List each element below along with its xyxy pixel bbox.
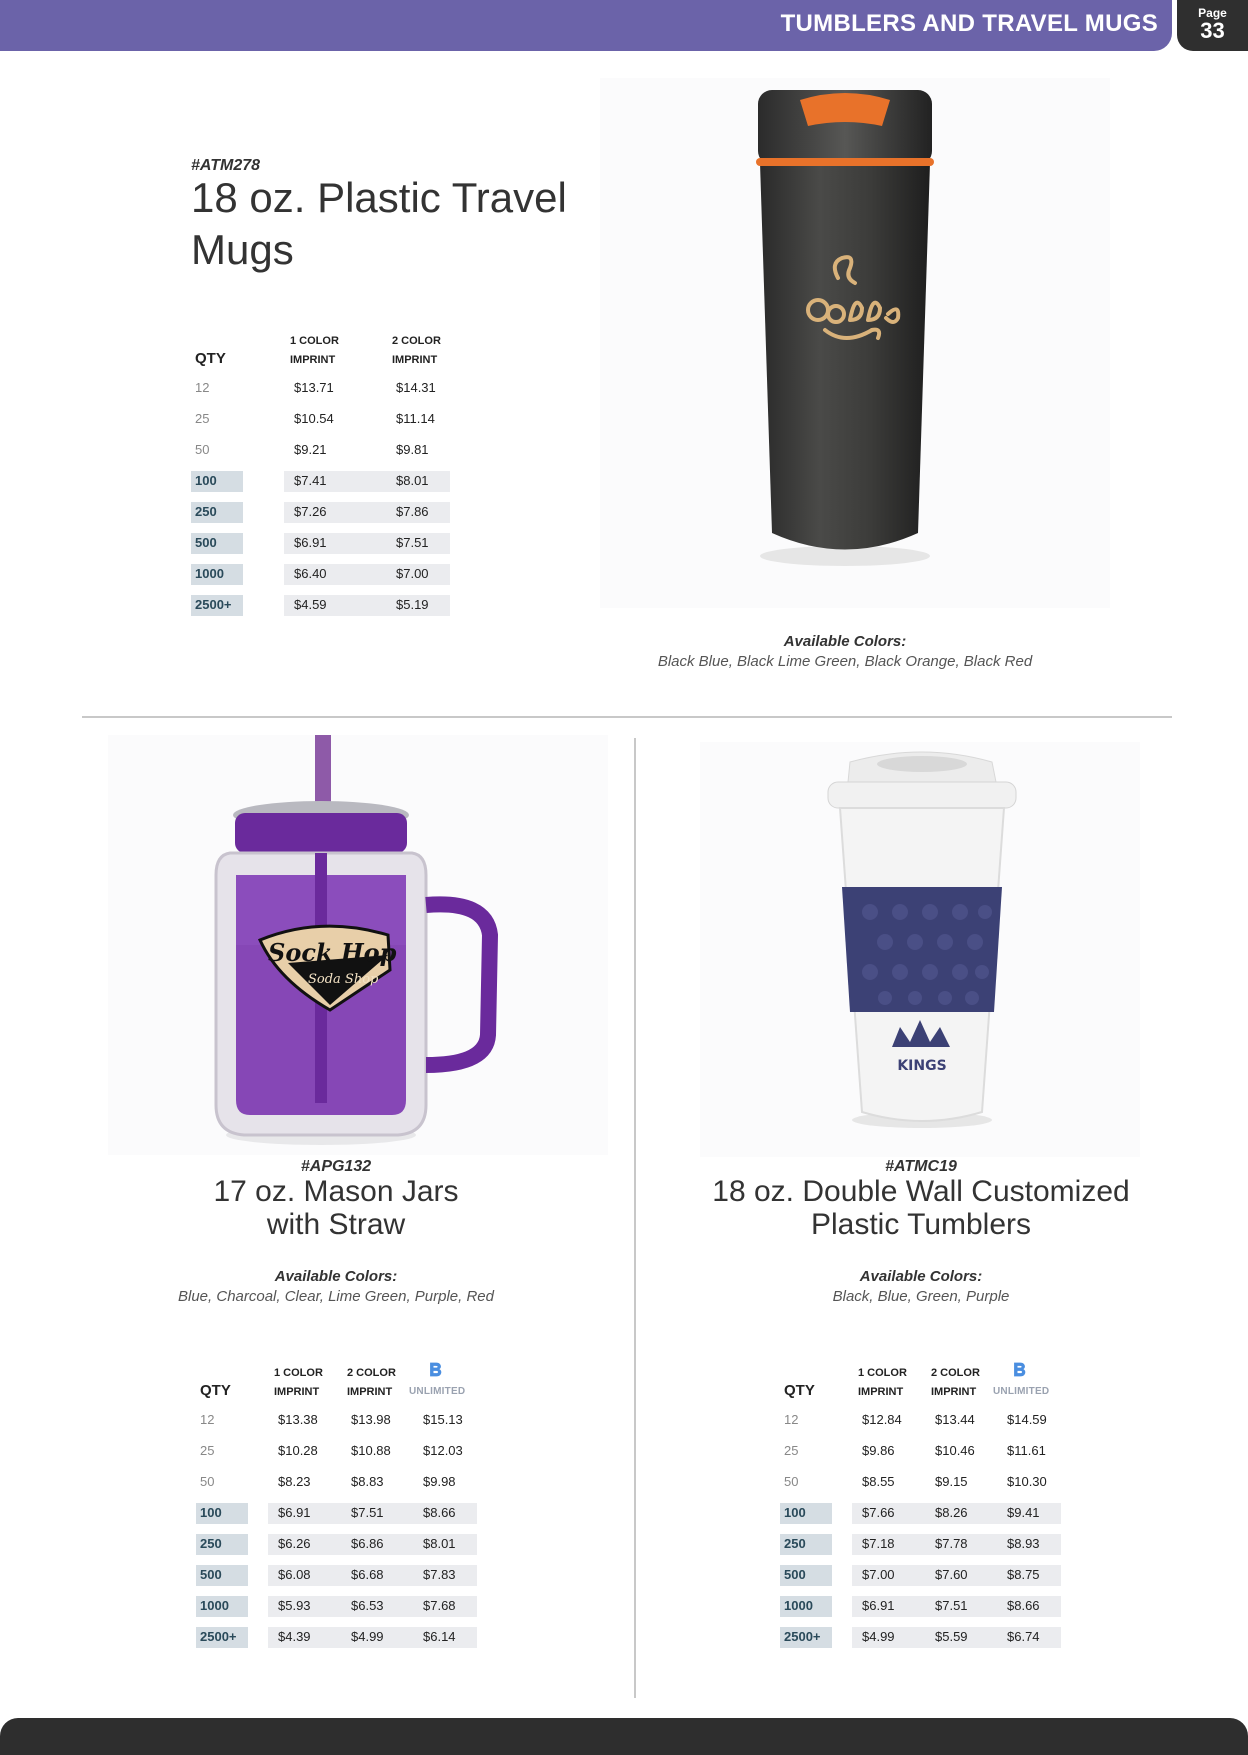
col2-line1: 2 COLOR	[392, 335, 441, 347]
page-number-tab	[1177, 0, 1248, 51]
qty-cell: 2500+	[200, 1629, 237, 1644]
qty-cell: 1000	[784, 1598, 813, 1613]
price-cell: $12.03	[423, 1443, 463, 1458]
qty-cell: 100	[195, 473, 217, 488]
price-cell: $6.91	[278, 1505, 311, 1520]
price-table	[196, 1360, 486, 1654]
product-title-line2: Plastic Tumblers	[810, 1208, 1032, 1241]
price-cell: $10.28	[278, 1443, 318, 1458]
product-title-line2: with Straw	[266, 1208, 406, 1241]
price-cell: $8.75	[1007, 1567, 1040, 1582]
unlimited-logo-icon: 𝐁	[1013, 1360, 1026, 1380]
qty-cell: 50	[200, 1474, 215, 1489]
unlimited-logo-text: UNLIMITED	[993, 1386, 1050, 1397]
footer-bar	[0, 1718, 1248, 1755]
qty-cell: 250	[784, 1536, 806, 1551]
table-row	[196, 1565, 477, 1586]
table-row	[196, 1534, 477, 1555]
price-cell: $8.01	[423, 1536, 456, 1551]
price-cell: $12.84	[862, 1412, 902, 1427]
qty-cell: 25	[784, 1443, 799, 1458]
price-cell: $7.18	[862, 1536, 895, 1551]
col1-line1: 1 COLOR	[274, 1367, 323, 1379]
vertical-divider	[634, 738, 636, 1698]
price-cell: $5.59	[935, 1629, 968, 1644]
price-cell: $8.26	[935, 1505, 968, 1520]
qty-cell: 250	[200, 1536, 222, 1551]
price-cell: $9.15	[935, 1474, 968, 1489]
price-cell: $4.99	[351, 1629, 384, 1644]
price-cell: $9.21	[294, 442, 327, 457]
price-cell: $13.38	[278, 1412, 318, 1427]
price-cell: $6.86	[351, 1536, 384, 1551]
price-cell: $7.86	[396, 504, 429, 519]
table-row	[191, 440, 450, 461]
product-image-tumbler	[700, 742, 1140, 1157]
price-cell: $8.93	[1007, 1536, 1040, 1551]
table-row	[196, 1472, 477, 1493]
product-image-travel-mug	[600, 78, 1110, 608]
table-row	[191, 378, 450, 399]
table-row	[191, 595, 450, 616]
available-colors-list: Blue, Charcoal, Clear, Lime Green, Purple, Red	[178, 1288, 494, 1305]
price-cell: $7.51	[396, 535, 429, 550]
col-header-1-color	[858, 1364, 907, 1402]
col2-line2: IMPRINT	[931, 1386, 977, 1398]
col1-line1: 1 COLOR	[858, 1367, 907, 1379]
price-cell: $8.23	[278, 1474, 311, 1489]
price-cell: $6.14	[423, 1629, 456, 1644]
qty-cell: 50	[195, 442, 210, 457]
unlimited-logo-text: UNLIMITED	[409, 1386, 466, 1397]
price-cell: $8.55	[862, 1474, 895, 1489]
qty-cell: 25	[200, 1443, 215, 1458]
table-row	[780, 1565, 1061, 1586]
price-cell: $8.66	[1007, 1598, 1040, 1613]
price-cell: $11.14	[396, 411, 435, 426]
price-cell: $6.74	[1007, 1629, 1040, 1644]
table-row	[196, 1441, 477, 1462]
qty-cell: 12	[195, 380, 210, 395]
col-header-1-color	[274, 1364, 323, 1402]
price-cell: $14.31	[396, 380, 436, 395]
qty-cell: 12	[784, 1412, 799, 1427]
price-cell: $10.30	[1007, 1474, 1047, 1489]
col-header-1-color	[290, 332, 339, 370]
table-row	[780, 1472, 1061, 1493]
price-cell: $10.46	[935, 1443, 975, 1458]
col-header-2-color	[392, 332, 441, 370]
qty-cell: 250	[195, 504, 217, 519]
price-cell: $9.86	[862, 1443, 895, 1458]
price-cell: $7.83	[423, 1567, 456, 1582]
price-cell: $7.00	[862, 1567, 895, 1582]
price-cell: $6.68	[351, 1567, 384, 1582]
jar-logo-subtext: Soda Shop	[308, 972, 379, 987]
price-cell: $7.51	[935, 1598, 968, 1613]
table-row	[780, 1503, 1061, 1524]
price-cell: $11.61	[1007, 1443, 1046, 1458]
qty-cell: 12	[200, 1412, 215, 1427]
qty-cell: 1000	[195, 566, 224, 581]
table-row	[191, 471, 450, 492]
price-table	[780, 1360, 1070, 1654]
price-cell: $6.91	[294, 535, 327, 550]
mason-jar-illustration	[108, 735, 608, 1155]
col2-line1: 2 COLOR	[931, 1367, 980, 1379]
available-colors-heading: Available Colors:	[859, 1268, 983, 1285]
qty-cell: 500	[200, 1567, 222, 1582]
price-cell: $5.19	[396, 597, 429, 612]
price-cell: $7.41	[294, 473, 327, 488]
available-colors-list: Black Blue, Black Lime Green, Black Orange, Black Red	[657, 653, 1033, 670]
price-cell: $4.59	[294, 597, 327, 612]
price-cell: $13.71	[294, 380, 334, 395]
table-row	[780, 1627, 1061, 1648]
price-cell: $9.81	[396, 442, 429, 457]
col-header-2-color	[347, 1364, 396, 1402]
qty-cell: 25	[195, 411, 210, 426]
qty-cell: 100	[784, 1505, 806, 1520]
price-cell: $7.00	[396, 566, 429, 581]
table-row	[196, 1596, 477, 1617]
product-sku: #ATMC19	[885, 1158, 957, 1175]
available-colors-list: Black, Blue, Green, Purple	[832, 1288, 1010, 1305]
price-cell: $13.98	[351, 1412, 391, 1427]
col1-line2: IMPRINT	[290, 354, 336, 366]
price-cell: $9.98	[423, 1474, 456, 1489]
table-row	[191, 564, 450, 585]
col2-line1: 2 COLOR	[347, 1367, 396, 1379]
price-cell: $6.91	[862, 1598, 895, 1613]
price-cell: $8.01	[396, 473, 429, 488]
price-cell: $14.59	[1007, 1412, 1047, 1427]
table-row	[196, 1627, 477, 1648]
col2-line2: IMPRINT	[347, 1386, 393, 1398]
col1-line1: 1 COLOR	[290, 335, 339, 347]
qty-cell: 1000	[200, 1598, 229, 1613]
table-row	[780, 1410, 1061, 1431]
price-cell: $7.26	[294, 504, 327, 519]
price-cell: $6.08	[278, 1567, 311, 1582]
qty-cell: 2500+	[784, 1629, 821, 1644]
col1-line2: IMPRINT	[274, 1386, 320, 1398]
product-sku: #ATM278	[191, 157, 261, 174]
table-row	[196, 1503, 477, 1524]
table-row	[196, 1410, 477, 1431]
price-cell: $6.40	[294, 566, 327, 581]
price-cell: $6.53	[351, 1598, 384, 1613]
table-row	[191, 502, 450, 523]
price-cell: $7.51	[351, 1505, 384, 1520]
qty-cell: 2500+	[195, 597, 232, 612]
qty-header: QTY	[784, 1382, 815, 1399]
product-sku: #APG132	[300, 1158, 372, 1175]
price-cell: $10.88	[351, 1443, 391, 1458]
page-number: 33	[1200, 18, 1225, 43]
tumbler-illustration	[700, 742, 1140, 1157]
price-cell: $10.54	[294, 411, 334, 426]
table-row	[780, 1596, 1061, 1617]
available-colors-heading: Available Colors:	[783, 633, 907, 650]
price-table	[191, 332, 473, 622]
section-title: TUMBLERS AND TRAVEL MUGS	[780, 10, 1158, 37]
unlimited-logo-icon: 𝐁	[429, 1360, 442, 1380]
qty-cell: 50	[784, 1474, 799, 1489]
price-cell: $13.44	[935, 1412, 975, 1427]
jar-logo-text: Sock Hop	[268, 938, 397, 967]
price-cell: $7.68	[423, 1598, 456, 1613]
table-row	[780, 1534, 1061, 1555]
qty-cell: 100	[200, 1505, 222, 1520]
qty-header: QTY	[200, 1382, 231, 1399]
product-title-line1: 17 oz. Mason Jars	[213, 1175, 459, 1208]
table-row	[191, 409, 450, 430]
price-cell: $7.66	[862, 1505, 895, 1520]
col-header-2-color	[931, 1364, 980, 1402]
col2-line2: IMPRINT	[392, 354, 438, 366]
page-label: Page	[1198, 6, 1227, 20]
price-cell: $9.41	[1007, 1505, 1040, 1520]
product-image-mason-jar	[108, 735, 608, 1155]
travel-mug-illustration	[600, 78, 1110, 608]
price-cell: $7.78	[935, 1536, 968, 1551]
price-cell: $8.66	[423, 1505, 456, 1520]
table-row	[191, 533, 450, 554]
qty-cell: 500	[784, 1567, 806, 1582]
product-title-line1: 18 oz. Double Wall Customized	[712, 1175, 1130, 1208]
qty-header: QTY	[195, 350, 226, 367]
qty-cell: 500	[195, 535, 217, 550]
price-cell: $8.83	[351, 1474, 384, 1489]
col1-line2: IMPRINT	[858, 1386, 904, 1398]
table-row	[780, 1441, 1061, 1462]
available-colors-heading: Available Colors:	[274, 1268, 398, 1285]
product-title-line1: 18 oz. Plastic Travel	[191, 174, 567, 221]
price-cell: $15.13	[423, 1412, 463, 1427]
horizontal-divider	[82, 716, 1172, 718]
tumbler-logo-text: KINGS	[897, 1058, 947, 1074]
product-title-line2: Mugs	[191, 226, 294, 273]
price-cell: $7.60	[935, 1567, 968, 1582]
price-cell: $5.93	[278, 1598, 311, 1613]
price-cell: $6.26	[278, 1536, 311, 1551]
price-cell: $4.39	[278, 1629, 311, 1644]
price-cell: $4.99	[862, 1629, 895, 1644]
